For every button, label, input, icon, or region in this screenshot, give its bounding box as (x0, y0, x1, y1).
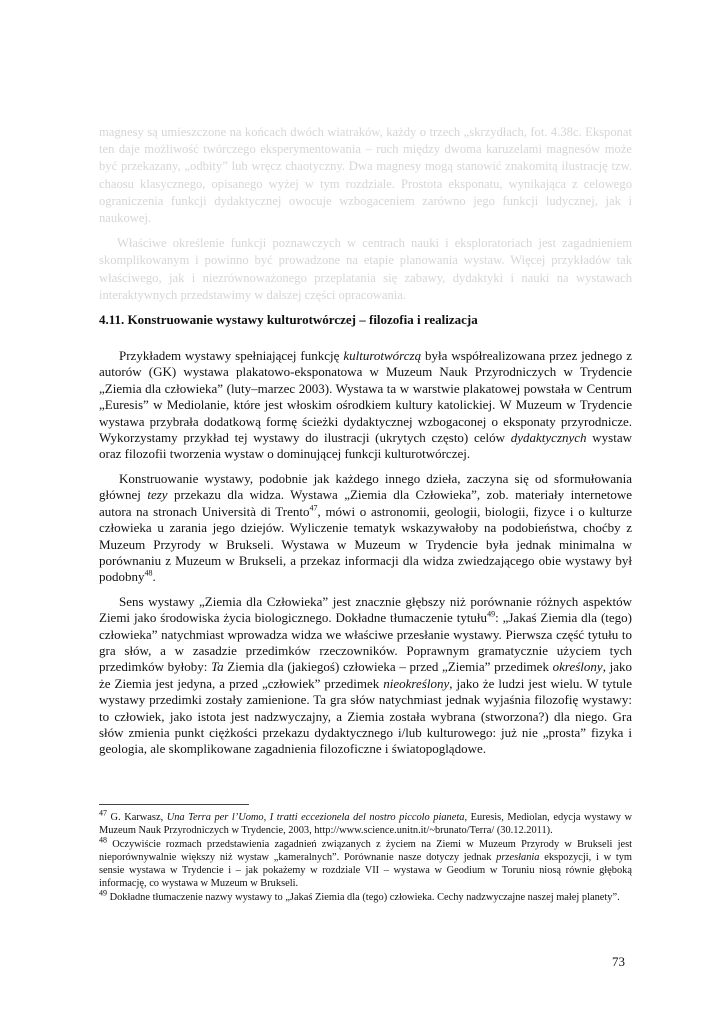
italic-run: tezy (147, 487, 168, 503)
italic-run: Una Terra per l’Uomo, I tratti eccezionela del nostro piccolo pianeta (166, 812, 465, 823)
footnote-number: 48 (99, 835, 107, 845)
text-run: : „Jakaś Ziemia dla (tego) człowieka” natychmiast wprowadza widza we właściwe przesłanie wystawy. Pierwsza część tytułu to gra słów, a w zasadzie przedimków rzeczowników. Poprawnym gramatycznie użyciem tych przedimków byłoby: (99, 610, 633, 675)
paragraph-3 (99, 594, 632, 758)
footnote-48 (99, 835, 632, 891)
page-number: 73 (612, 954, 625, 969)
italic-run: określony (552, 659, 603, 675)
text-run: G. Karwasz, (107, 812, 167, 823)
page-content (99, 124, 632, 766)
text-run: Przykładem wystawy spełniającej funkcję (119, 348, 344, 364)
footnote-47 (99, 808, 633, 838)
footnote-number: 47 (99, 808, 107, 818)
footnote-ref[interactable]: 47 (309, 503, 318, 513)
text-run: . (152, 569, 156, 585)
text-run: Dokładne tłumaczenie nazwy wystawy to „Jakaś Ziemia dla (tego) człowieka. Cechy nadzwyczajne naszej małej planety”. (107, 891, 620, 903)
text-run: wystaw oraz filozofii tworzenia wystaw o dominującej funkcji kulturotwórczej. (99, 430, 632, 462)
text-run: Konstruowanie wystawy, podobnie jak każdego innego dzieła, zaczyna się od sformułowania głównej (99, 470, 632, 503)
faded-paragraph: magnesy są umieszczone na końcach dwóch wiatraków, każdy o trzech „skrzydłach, fot. 4.38c. Eksponat ten daje możliwość twórczego eksperymentowania – ruch między dwoma karuzelami magnesów może być przekazany, „odbity” lub wręcz chaotyczny. Dwa magnesy mogą stanowić znakomitą ilustrację tzw. chaosu klasycznego, opisanego wyżej w tym rozdziale. Prostota eksponatu, wynikająca z celowego ograniczenia funkcji dydaktycznej owocuje wzbogaceniem zarówno jego funkcji ludycznej, jak i naukowej. (99, 125, 632, 226)
text-run: , jako że Ziemia jest jedyna, a przed „człowiek” przedimek (99, 659, 632, 691)
faded-previous-text (99, 124, 632, 304)
faded-paragraph: Właściwe określenie funkcji poznawczych w centrach nauki i eksploratoriach jest zagadnieniem skomplikowanym i powinno być prowadzone na etapie planowania wystaw. Więcej przykładów tak właściwego, jak i niezrównoważonego przeplatania się zabawy, dydaktyki i nauki na wystawach interaktywnych przedstawimy w dalszej części opracowania. (99, 236, 632, 302)
text-run: , jako że ludzi jest wielu. W tytule wystawy przedimki zostały zamienione. Ta gra słów natychmiast jednak wyjaśnia filozofię wystawy: to człowiek, jako istota jest nadzwyczajny, a Ziemia została wybrana (stworzona?) dla niego. Gra słów zmienia punkt ciężkości przekazu dydaktycznego i/lub kulturowego: już nie „prosta” fizyka i geologia, ale skomplikowane zagadnienia filozoficzne i światopoglądowe. (99, 675, 632, 757)
section-heading: 4.11. Konstruowanie wystawy kulturotwórczej – filozofia i realizacja (99, 312, 478, 328)
paragraph-2 (99, 471, 632, 586)
text-run: Oczywiście rozmach przedstawienia zagadnień związanych z życiem na Ziemi w Muzeum Przyrody w Brukseli jest nieporównywalnie większy niż wystaw „kameralnych”. Porównanie nasze dotyczy jednak (99, 838, 632, 863)
text-run: Sens wystawy „Ziemia dla Człowieka” jest znacznie głębszy niż porównanie różnych aspektów Ziemi jako środowiska życia biologicznego. Dokładne tłumaczenie tytułu (99, 593, 632, 626)
footnote-ref[interactable]: 49 (487, 609, 496, 619)
text-run: przekazu dla widza. Wystawa „Ziemia dla Człowieka”, zob. materiały internetowe autora na stronach Università di Trento (99, 487, 632, 519)
footnote-divider (99, 804, 249, 805)
italic-run: kulturotwórczą (343, 348, 422, 364)
italic-run: nieokreślony (383, 675, 450, 691)
text-run: ekspozycji, i w tym sensie wystawa w Trydencie i – jak pokażemy w rozdziale VII – wystawa w Geodium w Toruniu niosą równie głęboką informację, co wystawa w Muzeum w Brukseli. (99, 851, 632, 890)
text-run: Ziemia dla (jakiegoś) człowieka – przed „Ziemia” przedimek (223, 659, 553, 675)
body-text (99, 348, 632, 758)
italic-run: dydaktycznych (510, 430, 587, 446)
footnote-49 (99, 888, 632, 904)
text-run: była współrealizowana przez jednego z autorów (GK) wystawa plakatowo-eksponatowa w Muzeum Nauk Przyrodniczych w Trydencie „Ziemia dla człowieka” (luty–marzec 2003). Wystawa ta w warstwie plakatowej powstała w Centrum „Euresis” w Mediolanie, które jest włoskim ośrodkiem kultury katolickiej. W Muzeum w Trydencie wystawa przybrała dodatkową formę ścieżki dydaktycznej wzbogaconej o eksponaty przyrodnicze. Wykorzystamy przykład tej wystawy do ilustracji (ukrytych często) celów (99, 348, 632, 446)
italic-run: Ta (211, 659, 224, 675)
text-run: , mówi o astronomii, geologii, biologii, fizyce i o kulturze człowieka u zarania jego dziejów. Wyliczenie tematyk wskazywałoby na podobieństwa, choćby z Muzeum Przyrody w Brukseli. Wystawa w Muzeum w Trydencie była jednak minimalna w porównaniu z Muzeum w Brukseli, a przekaz informacji dla widza zwiedzającego obie wystawy był podobny (99, 503, 632, 585)
italic-run: przesłania (496, 851, 540, 863)
text-run: , Euresis, Mediolan, edycja wystawy w Muzeum Nauk Przyrodniczych w Trydencie, 2003, http://www.science.unitn.it/~brunato/Terra/ (30.12.2011). (99, 812, 633, 837)
paragraph-1 (99, 348, 632, 463)
footnotes (99, 808, 633, 904)
footnote-ref[interactable]: 48 (144, 568, 153, 578)
footnote-number: 49 (99, 888, 107, 898)
